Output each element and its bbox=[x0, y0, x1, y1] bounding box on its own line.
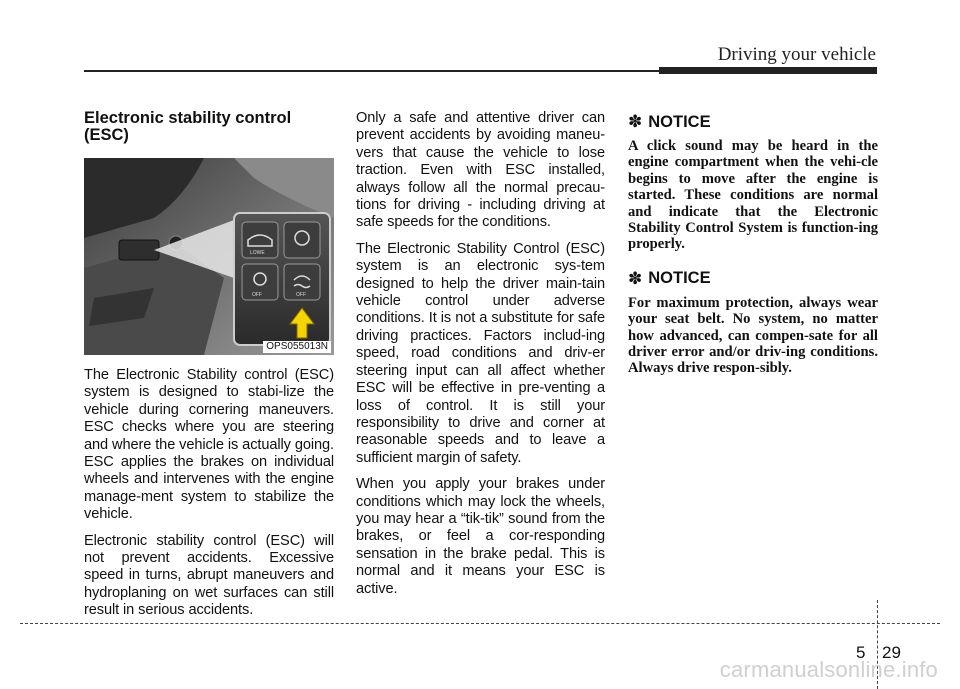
switch-label-lowe: LOWE bbox=[250, 250, 265, 256]
col1-paragraph-1: The Electronic Stability control (ESC) system is designed to stabi-lize the vehicle during cornering maneuvers. ESC checks where you are steering and where the vehicle is actually going. ESC applies the brakes on individual wheels and intervenes with the engine manage-ment system to stabilize the vehicle. bbox=[84, 367, 334, 523]
column-1 bbox=[84, 110, 334, 629]
watermark: carmanualsonline.info bbox=[719, 657, 938, 682]
col2-paragraph-1: Only a safe and attentive driver can prevent accidents by avoiding maneu-vers that cause the vehicle to lose traction. Even with ESC installed, always follow all the normal precau-tions for driving - including driving at safe speeds for the conditions. bbox=[356, 110, 605, 231]
switch-panel-small bbox=[119, 240, 159, 260]
footer-dashed-rule bbox=[20, 623, 940, 624]
esc-heading: Electronic stability control (ESC) bbox=[84, 109, 292, 144]
column-2 bbox=[356, 110, 605, 607]
notice-2 bbox=[628, 269, 878, 377]
header-rule-thick bbox=[659, 67, 877, 74]
asterisk-icon: ✽ bbox=[628, 112, 643, 131]
notice-1 bbox=[628, 112, 878, 253]
notice-1-label: NOTICE bbox=[648, 112, 711, 131]
figure-code: OPS055013N bbox=[263, 341, 331, 353]
col1-paragraph-2: Electronic stability control (ESC) will not prevent accidents. Excessive speed in turns, abrupt maneuvers and hydroplaning on wet surfaces can still result in serious accidents. bbox=[84, 532, 334, 619]
notice-1-text: A click sound may be heard in the engine compartment when the vehi-cle begins to move after the engine is started. These conditions are normal and indicate that the Electronic Stability Control System is function-ing properly. bbox=[628, 138, 878, 253]
notice-2-label: NOTICE bbox=[648, 269, 711, 288]
esc-figure bbox=[84, 158, 334, 355]
column-3 bbox=[628, 110, 878, 393]
col2-paragraph-3: When you apply your brakes under conditions which may lock the wheels, you may hear a “tik-tik” sound from the brakes, or feel a cor-responding sensation in the brake pedal. This is normal and it means your ESC is active. bbox=[356, 476, 605, 597]
notice-2-text: For maximum protection, always wear your seat belt. No system, no matter how advanced, can compen-sate for all driver error and/or driv-ing conditions. Always drive respon-sibly. bbox=[628, 294, 878, 377]
switch-2 bbox=[284, 222, 320, 258]
chapter-number: 5 bbox=[856, 643, 866, 662]
col2-paragraph-2: The Electronic Stability Control (ESC) system is an electronic sys-tem designed to help the driver main-tain vehicle control under adverse conditions. It is not a substitute for safe driving practices. Factors includ-ing speed, road conditions and driv-er steering input can all affect whether ESC will be effective in pre-venting a loss of control. It is still your responsibility to drive and corner at reasonable speeds and to leave a sufficient margin of safety. bbox=[356, 240, 605, 466]
notice-2-title bbox=[628, 269, 878, 289]
dashboard-illustration bbox=[84, 158, 334, 355]
switch-label-off-1: OFF bbox=[252, 292, 262, 298]
asterisk-icon: ✽ bbox=[628, 268, 643, 288]
notice-1-title bbox=[628, 112, 878, 132]
switch-label-off-2: OFF bbox=[296, 292, 306, 298]
page-number: 29 bbox=[882, 643, 901, 662]
section-title: Driving your vehicle bbox=[717, 44, 876, 65]
header-rule-thin bbox=[84, 70, 659, 72]
